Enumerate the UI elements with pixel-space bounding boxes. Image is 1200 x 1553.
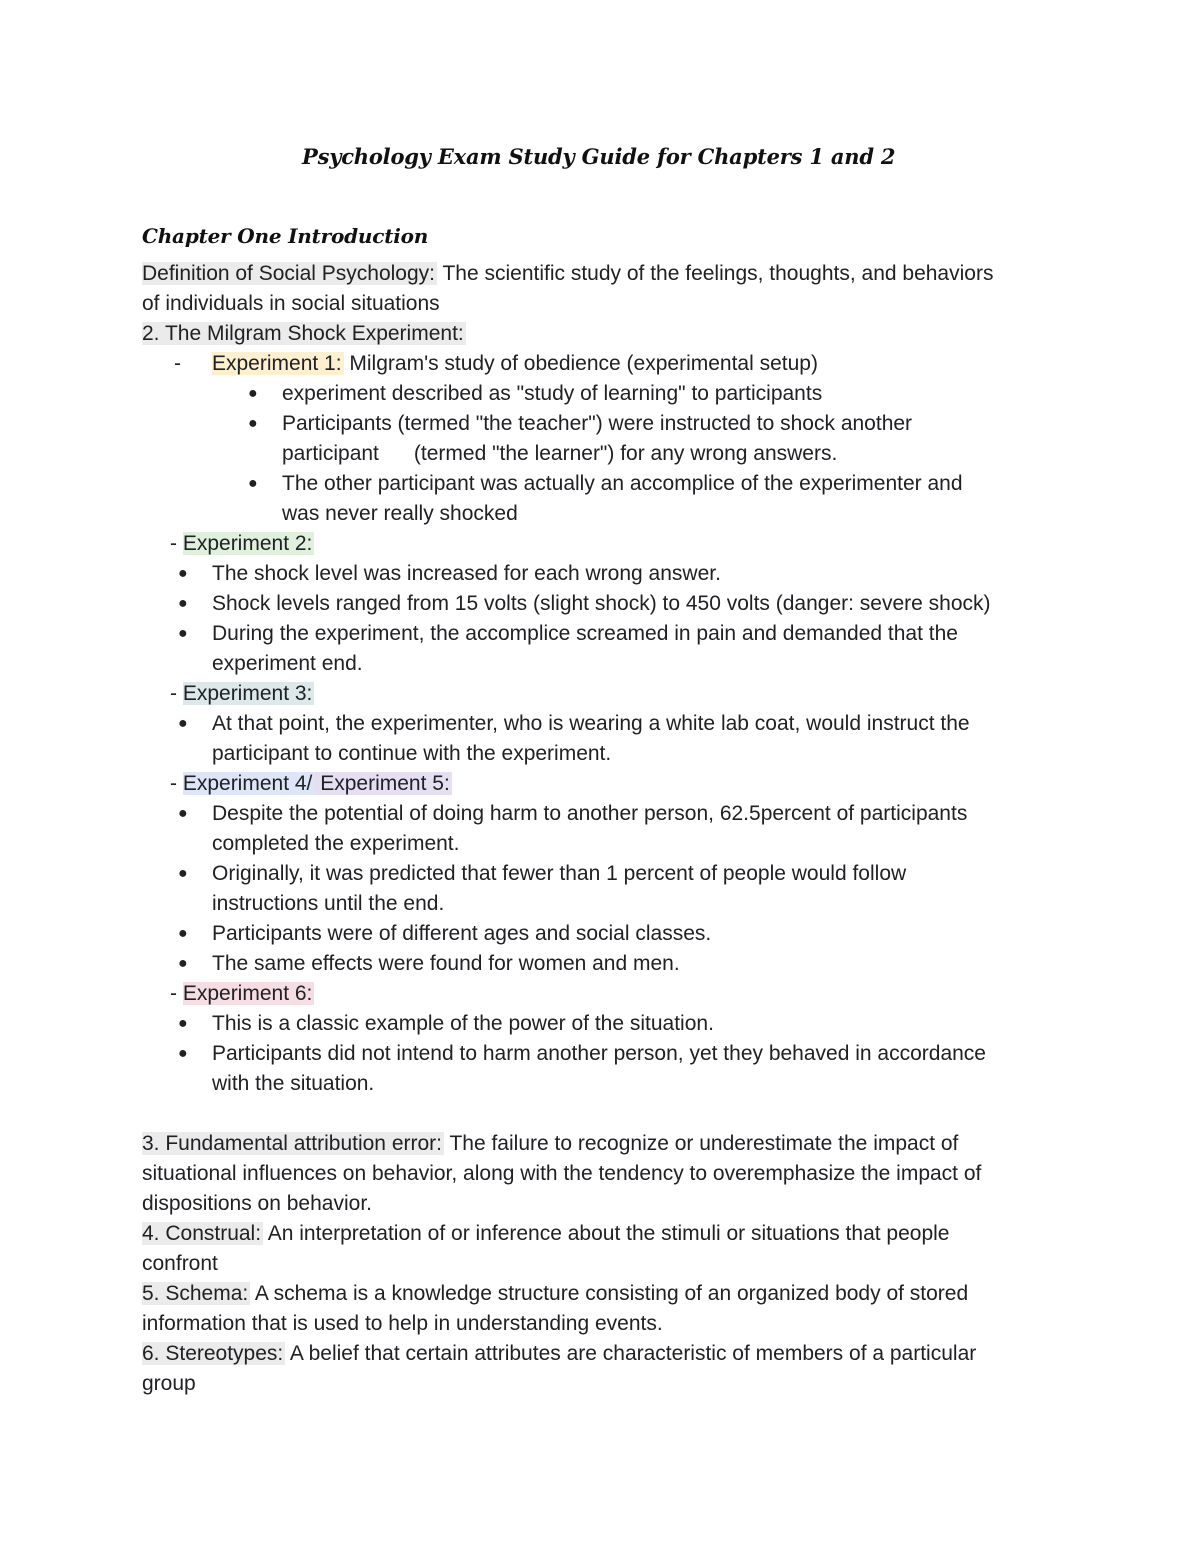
- bullet-icon: ●: [178, 1045, 188, 1062]
- milgram-heading-line: [142, 319, 1062, 349]
- definition-line: 6. Stereotypes: A belief that certain attributes are characteristic of members of a particular: [142, 1342, 977, 1365]
- list-item: ● Originally, it was predicted that fewer than 1 percent of people would follow: [142, 859, 1062, 889]
- definition-line: dispositions on behavior.: [142, 1192, 372, 1215]
- experiment-3-line: [142, 679, 1062, 709]
- bullet-icon: ●: [178, 715, 188, 732]
- experiment-3-label: Experiment 3:: [182, 682, 313, 705]
- experiment-6-label: Experiment 6:: [182, 982, 313, 1005]
- list-item-continuation: instructions until the end.: [212, 892, 445, 915]
- definition-term: 6. Stereotypes:: [142, 1342, 284, 1365]
- list-item: ● This is a classic example of the power of the situation.: [142, 1009, 1062, 1039]
- bullet-icon: ●: [248, 415, 258, 432]
- list-item: ● The same effects were found for women and men.: [142, 949, 1062, 979]
- bullet-icon: ●: [178, 595, 188, 612]
- definition-line: [142, 259, 1062, 289]
- definition-line: 4. Construal: An interpretation of or inference about the stimuli or situations that people: [142, 1222, 950, 1245]
- experiment-1-text: Milgram's study of obedience (experimental setup): [343, 352, 818, 375]
- definition-line: confront: [142, 1252, 218, 1275]
- list-item-continuation: participant to continue with the experiment.: [212, 742, 612, 765]
- list-item: ● experiment described as "study of learning" to participants: [142, 379, 1062, 409]
- list-item: ● Shock levels ranged from 15 volts (slight shock) to 450 volts (danger: severe shock): [142, 589, 1062, 619]
- definition-term: Definition of Social Psychology:: [142, 262, 435, 285]
- definition-line: information that is used to help in understanding events.: [142, 1312, 663, 1335]
- list-item: ● Participants were of different ages and social classes.: [142, 919, 1062, 949]
- dash-marker: -: [170, 772, 183, 795]
- experiment-4-label: Experiment 4/: [182, 772, 313, 795]
- definition-line: group: [142, 1372, 196, 1395]
- list-item: ● Participants did not intend to harm another person, yet they behaved in accordance: [142, 1039, 1062, 1069]
- definition-term: 4. Construal:: [142, 1222, 262, 1245]
- list-item: ● The shock level was increased for each wrong answer.: [142, 559, 1062, 589]
- milgram-heading: 2. The Milgram Shock Experiment:: [142, 322, 464, 345]
- bullet-icon: ●: [178, 805, 188, 822]
- experiment-1-line: [142, 349, 1062, 379]
- definition-term: 3. Fundamental attribution error:: [142, 1132, 442, 1155]
- definition-line: 3. Fundamental attribution error: The failure to recognize or underestimate the impact of: [142, 1132, 959, 1155]
- list-item: ● The other participant was actually an accomplice of the experimenter and: [142, 469, 1062, 499]
- list-item-continuation: experiment end.: [212, 652, 363, 675]
- definition-text: of individuals in social situations: [142, 292, 440, 315]
- dash-marker: -: [170, 982, 183, 1005]
- list-item-continuation: was never really shocked: [282, 502, 518, 525]
- list-item-continuation: participant (termed "the learner") for any wrong answers.: [282, 442, 838, 465]
- chapter-heading: Chapter One Introduction: [142, 224, 429, 248]
- definition-line: 5. Schema: A schema is a knowledge structure consisting of an organized body of stored: [142, 1282, 969, 1305]
- list-item: ● Despite the potential of doing harm to another person, 62.5percent of participants: [142, 799, 1062, 829]
- list-item: ● During the experiment, the accomplice screamed in pain and demanded that the: [142, 619, 1062, 649]
- bullet-icon: ●: [178, 925, 188, 942]
- definition-line: situational influences on behavior, along with the tendency to overemphasize the impact of: [142, 1162, 982, 1185]
- experiment-4-5-line: [142, 769, 1062, 799]
- bullet-icon: ●: [178, 1015, 188, 1032]
- definition-line: [142, 289, 1062, 319]
- document-body: [142, 259, 1062, 1399]
- bullet-icon: ●: [178, 865, 188, 882]
- list-item-continuation: with the situation.: [212, 1072, 375, 1095]
- blank-line: [142, 1099, 1062, 1129]
- experiment-6-line: [142, 979, 1062, 1009]
- list-item: ● At that point, the experimenter, who is wearing a white lab coat, would instruct the: [142, 709, 1062, 739]
- bullet-icon: ●: [178, 565, 188, 582]
- definition-term: 5. Schema:: [142, 1282, 249, 1305]
- bullet-icon: ●: [178, 625, 188, 642]
- list-item-continuation: completed the experiment.: [212, 832, 460, 855]
- dash-marker: -: [170, 532, 183, 555]
- definition-text: The scientific study of the feelings, thoughts, and behaviors: [437, 262, 994, 285]
- bullet-icon: ●: [248, 475, 258, 492]
- list-item: ● Participants (termed "the teacher") were instructed to shock another: [142, 409, 1062, 439]
- experiment-2-label: Experiment 2:: [182, 532, 313, 555]
- experiment-5-label: Experiment 5:: [314, 772, 450, 795]
- bullet-icon: ●: [178, 955, 188, 972]
- document-title: Psychology Exam Study Guide for Chapters 1 and 2: [302, 144, 896, 169]
- dash-marker: -: [174, 352, 181, 375]
- dash-marker: -: [170, 682, 183, 705]
- experiment-1-label: Experiment 1:: [212, 352, 342, 375]
- bullet-icon: ●: [248, 385, 258, 402]
- experiment-2-line: [142, 529, 1062, 559]
